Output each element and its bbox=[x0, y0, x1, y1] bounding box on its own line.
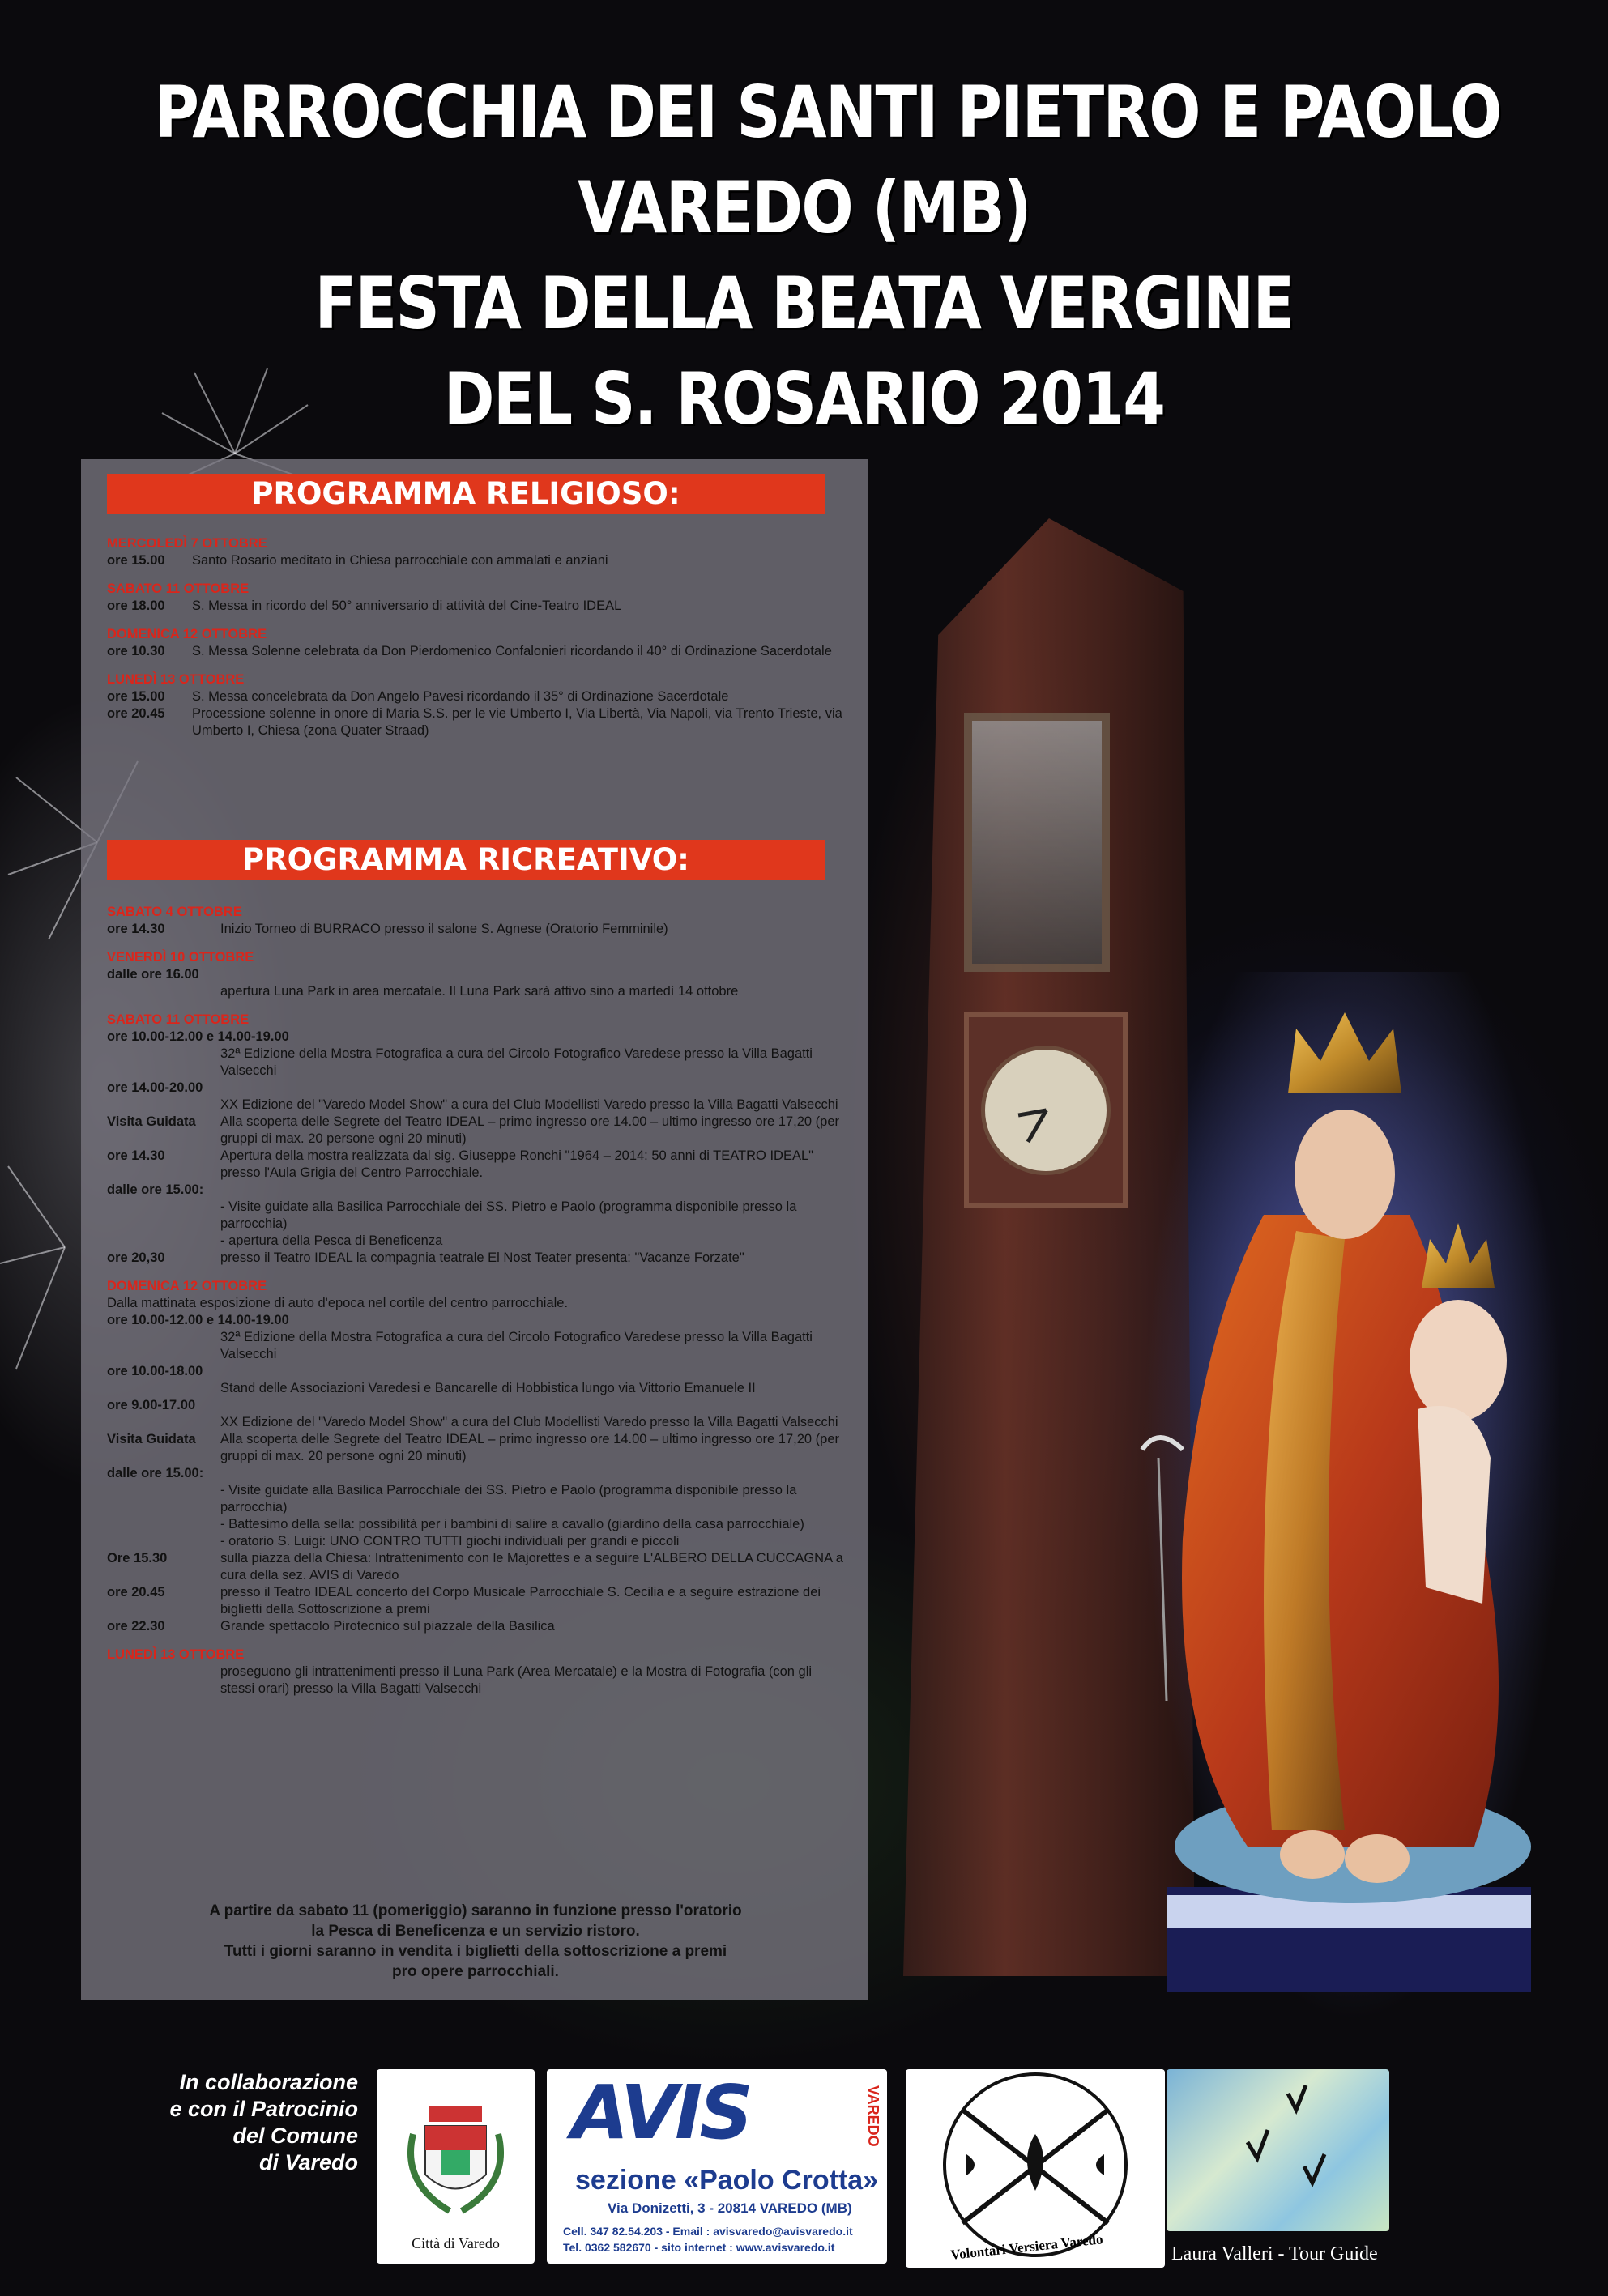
event-description: S. Messa concelebrata da Don Angelo Pavesi ricordando il 35° di Ordinazione Sacerdotale bbox=[192, 689, 729, 704]
footnote bbox=[107, 1901, 844, 1982]
collab-line: e con il Patrocinio bbox=[169, 2097, 358, 2121]
day-heading: MERCOLEDÌ 7 OTTOBRE bbox=[107, 536, 267, 551]
title-line-1: PARROCCHIA DEI SANTI PIETRO E PAOLO bbox=[154, 70, 1501, 154]
time-label: ore 10.30 bbox=[107, 644, 165, 658]
avis-contact: Cell. 347 82.54.203 - Email : avisvaredo@avisvaredo.it bbox=[563, 2225, 853, 2238]
schedule-row bbox=[107, 1431, 844, 1465]
time-heading: ore 10.00-12.00 e 14.00-19.00 bbox=[107, 1029, 289, 1044]
time-label: Visita Guidata bbox=[107, 1114, 196, 1129]
day-heading: DOMENICA 12 OTTOBRE bbox=[107, 1279, 267, 1293]
citta-caption: Città di Varedo bbox=[412, 2235, 500, 2251]
day-heading: SABATO 4 OTTOBRE bbox=[107, 905, 242, 919]
event-description: Santo Rosario meditato in Chiesa parrocchiale con ammalati e anziani bbox=[192, 553, 608, 568]
time-heading: ore 10.00-12.00 e 14.00-19.00 bbox=[107, 1313, 289, 1327]
time-label: ore 20,30 bbox=[107, 1250, 165, 1265]
event-description: - Visite guidate alla Basilica Parrocchiale dei SS. Pietro e Paolo (programma disponibile presso la parrocchia) bbox=[220, 1199, 797, 1231]
time-label: Visita Guidata bbox=[107, 1432, 196, 1446]
time-heading: dalle ore 15.00: bbox=[107, 1182, 204, 1197]
event-description: sulla piazza della Chiesa: Intrattenimento con le Majorettes e a seguire L'ALBERO DELLA CUCCAGNA a cura della sez. AVIS di Varedo bbox=[220, 1551, 843, 1582]
banner-religioso: PROGRAMMA RELIGIOSO: bbox=[107, 474, 825, 514]
section-ricreativo bbox=[107, 892, 844, 1698]
footnote-line: A partire da sabato 11 (pomeriggio) saranno in funzione presso l'oratorio bbox=[209, 1902, 742, 1919]
clock-face bbox=[981, 1046, 1111, 1175]
schedule-row bbox=[107, 705, 844, 739]
day-heading: VENERDÌ 10 OTTOBRE bbox=[107, 950, 254, 965]
schedule-row bbox=[107, 1250, 844, 1267]
event-description: XX Edizione del "Varedo Model Show" a cura del Club Modellisti Varedo presso la Villa Bagatti Valsecchi bbox=[220, 1415, 838, 1429]
avis-varedo-side: VAREDO bbox=[865, 2085, 881, 2147]
event-description: 32ª Edizione della Mostra Fotografica a cura del Circolo Fotografico Varedese presso la Villa Bagatti Valsecchi bbox=[220, 1046, 813, 1078]
event-description: presso il Teatro IDEAL concerto del Corpo Musicale Parrocchiale S. Cecilia e a seguire estrazione dei biglietti della Sottoscrizione a premi bbox=[220, 1585, 821, 1617]
program-panel bbox=[81, 459, 868, 2000]
schedule-row bbox=[107, 643, 844, 660]
event-description: apertura Luna Park in area mercatale. Il Luna Park sarà attivo sino a martedì 14 ottobre bbox=[220, 984, 739, 999]
checkmark-icon bbox=[1167, 2069, 1389, 2231]
day-heading: DOMENICA 12 OTTOBRE bbox=[107, 627, 267, 641]
varedo-crest-logo bbox=[377, 2069, 535, 2264]
event-description: Dalla mattinata esposizione di auto d'epoca nel cortile del centro parrocchiale. bbox=[107, 1296, 569, 1310]
day-heading: SABATO 11 OTTOBRE bbox=[107, 581, 250, 596]
event-description: Stand delle Associazioni Varedesi e Bancarelle di Hobbistica lungo via Vittorio Emanuele II bbox=[220, 1381, 756, 1395]
schedule-row bbox=[107, 1618, 844, 1635]
event-description: XX Edizione del "Varedo Model Show" a cura del Club Modellisti Varedo presso la Villa Bagatti Valsecchi bbox=[220, 1097, 838, 1112]
time-label: ore 20.45 bbox=[107, 706, 165, 721]
event-description: - Visite guidate alla Basilica Parrocchiale dei SS. Pietro e Paolo (programma disponibile presso la parrocchia) bbox=[220, 1483, 797, 1514]
collaboration-text bbox=[105, 2069, 358, 2176]
schedule-row bbox=[107, 921, 844, 938]
time-label: ore 14.30 bbox=[107, 922, 165, 936]
event-description: Alla scoperta delle Segrete del Teatro IDEAL – primo ingresso ore 14.00 – ultimo ingresso ore 17,20 (per gruppi di max. 20 persone ogni 20 minuti) bbox=[220, 1432, 840, 1463]
schedule-row bbox=[107, 1148, 844, 1182]
poster-title bbox=[154, 65, 1501, 447]
schedule-row bbox=[107, 552, 844, 569]
schedule-row bbox=[107, 1550, 844, 1584]
title-line-2: VAREDO (MB) bbox=[578, 166, 1030, 249]
time-label: ore 22.30 bbox=[107, 1619, 165, 1634]
event-description: presso il Teatro IDEAL la compagnia teatrale El Nost Teater presenta: "Vacanze Forzate" bbox=[220, 1250, 744, 1265]
time-label: ore 14.30 bbox=[107, 1148, 165, 1163]
time-heading: ore 14.00-20.00 bbox=[107, 1080, 203, 1095]
footnote-line: Tutti i giorni saranno in vendita i biglietti della sottoscrizione a premi bbox=[224, 1943, 727, 1960]
event-description: S. Messa Solenne celebrata da Don Pierdomenico Confalonieri ricordando il 40° di Ordinazione Sacerdotale bbox=[192, 644, 832, 658]
day-heading: SABATO 11 OTTOBRE bbox=[107, 1012, 250, 1027]
schedule-row bbox=[107, 1114, 844, 1148]
event-description: S. Messa in ricordo del 50° anniversario di attività del Cine-Teatro IDEAL bbox=[192, 598, 622, 613]
event-description: Apertura della mostra realizzata dal sig. Giuseppe Ronchi "1964 – 2014: 50 anni di TEATRO IDEAL" presso l'Aula Grigia del Centro Parrocchiale. bbox=[220, 1148, 814, 1180]
time-heading: ore 9.00-17.00 bbox=[107, 1398, 196, 1412]
event-description: proseguono gli intrattenimenti presso il Luna Park (Area Mercatale) e la Mostra di Fotografia (con gli stessi orari) presso la Villa Bagatti Valsecchi bbox=[220, 1664, 813, 1696]
time-heading: dalle ore 16.00 bbox=[107, 967, 199, 982]
schedule-row bbox=[107, 598, 844, 615]
title-line-3: FESTA DELLA BEATA VERGINE bbox=[314, 262, 1294, 345]
avis-logo bbox=[547, 2069, 887, 2264]
schedule-row bbox=[107, 1584, 844, 1618]
schedule-row bbox=[107, 688, 844, 705]
event-description: - Battesimo della sella: possibilità per i bambini di salire a cavallo (giardino della casa parrocchiale) bbox=[220, 1517, 804, 1531]
tower-window bbox=[964, 713, 1110, 972]
collab-line: In collaborazione bbox=[179, 2070, 358, 2094]
event-description: - apertura della Pesca di Beneficenza bbox=[220, 1233, 443, 1248]
time-label: Ore 15.30 bbox=[107, 1551, 168, 1565]
footnote-line: pro opere parrocchiali. bbox=[392, 1963, 559, 1980]
avis-contact: Tel. 0362 582670 - sito internet : www.avisvaredo.it bbox=[563, 2241, 835, 2254]
volontari-versiera-logo bbox=[906, 2069, 1165, 2268]
banner-ricreativo: PROGRAMMA RICREATIVO: bbox=[107, 840, 825, 880]
tour-guide-logo bbox=[1167, 2069, 1389, 2231]
avis-address: Via Donizetti, 3 - 20814 VAREDO (MB) bbox=[608, 2200, 852, 2216]
collab-line: di Varedo bbox=[258, 2150, 358, 2175]
event-description: - oratorio S. Luigi: UNO CONTRO TUTTI giochi individuali per grandi e piccoli bbox=[220, 1534, 680, 1548]
tour-guide-caption: Laura Valleri - Tour Guide bbox=[1171, 2243, 1378, 2264]
event-description: Processione solenne in onore di Maria S.S. per le vie Umberto I, Via Libertà, Via Napoli, via Trento Trieste, via Umberto I, Chiesa (zona Quater Straad) bbox=[192, 706, 842, 738]
event-description: 32ª Edizione della Mostra Fotografica a cura del Circolo Fotografico Varedese presso la Villa Bagatti Valsecchi bbox=[220, 1330, 813, 1361]
day-heading: LUNEDÌ 13 OTTOBRE bbox=[107, 1647, 245, 1662]
event-description: Alla scoperta delle Segrete del Teatro IDEAL – primo ingresso ore 14.00 – ultimo ingresso ore 17,20 (per gruppi di max. 20 persone ogni 20 minuti) bbox=[220, 1114, 840, 1146]
volontari-caption: Volontari Versiera Varedo bbox=[949, 2231, 1104, 2263]
day-heading: LUNEDÌ 13 OTTOBRE bbox=[107, 672, 245, 687]
avis-wordmark: AVIS bbox=[571, 2069, 750, 2156]
time-heading: dalle ore 15.00: bbox=[107, 1466, 204, 1480]
crest-icon bbox=[377, 2069, 535, 2231]
time-heading: ore 10.00-18.00 bbox=[107, 1364, 203, 1378]
collab-line: del Comune bbox=[232, 2123, 358, 2148]
event-description: Grande spettacolo Pirotecnico sul piazzale della Basilica bbox=[220, 1619, 555, 1634]
time-label: ore 15.00 bbox=[107, 553, 165, 568]
title-line-4: DEL S. ROSARIO 2014 bbox=[443, 357, 1165, 441]
time-label: ore 15.00 bbox=[107, 689, 165, 704]
avis-sezione: sezione «Paolo Crotta» bbox=[575, 2165, 879, 2196]
madonna-statue-image bbox=[1102, 972, 1555, 2017]
event-description: Inizio Torneo di BURRACO presso il salone S. Agnese (Oratorio Femminile) bbox=[220, 922, 668, 936]
section-religioso bbox=[107, 524, 844, 739]
time-label: ore 20.45 bbox=[107, 1585, 165, 1600]
footnote-line: la Pesca di Beneficenza e un servizio ristoro. bbox=[311, 1923, 640, 1940]
time-label: ore 18.00 bbox=[107, 598, 165, 613]
